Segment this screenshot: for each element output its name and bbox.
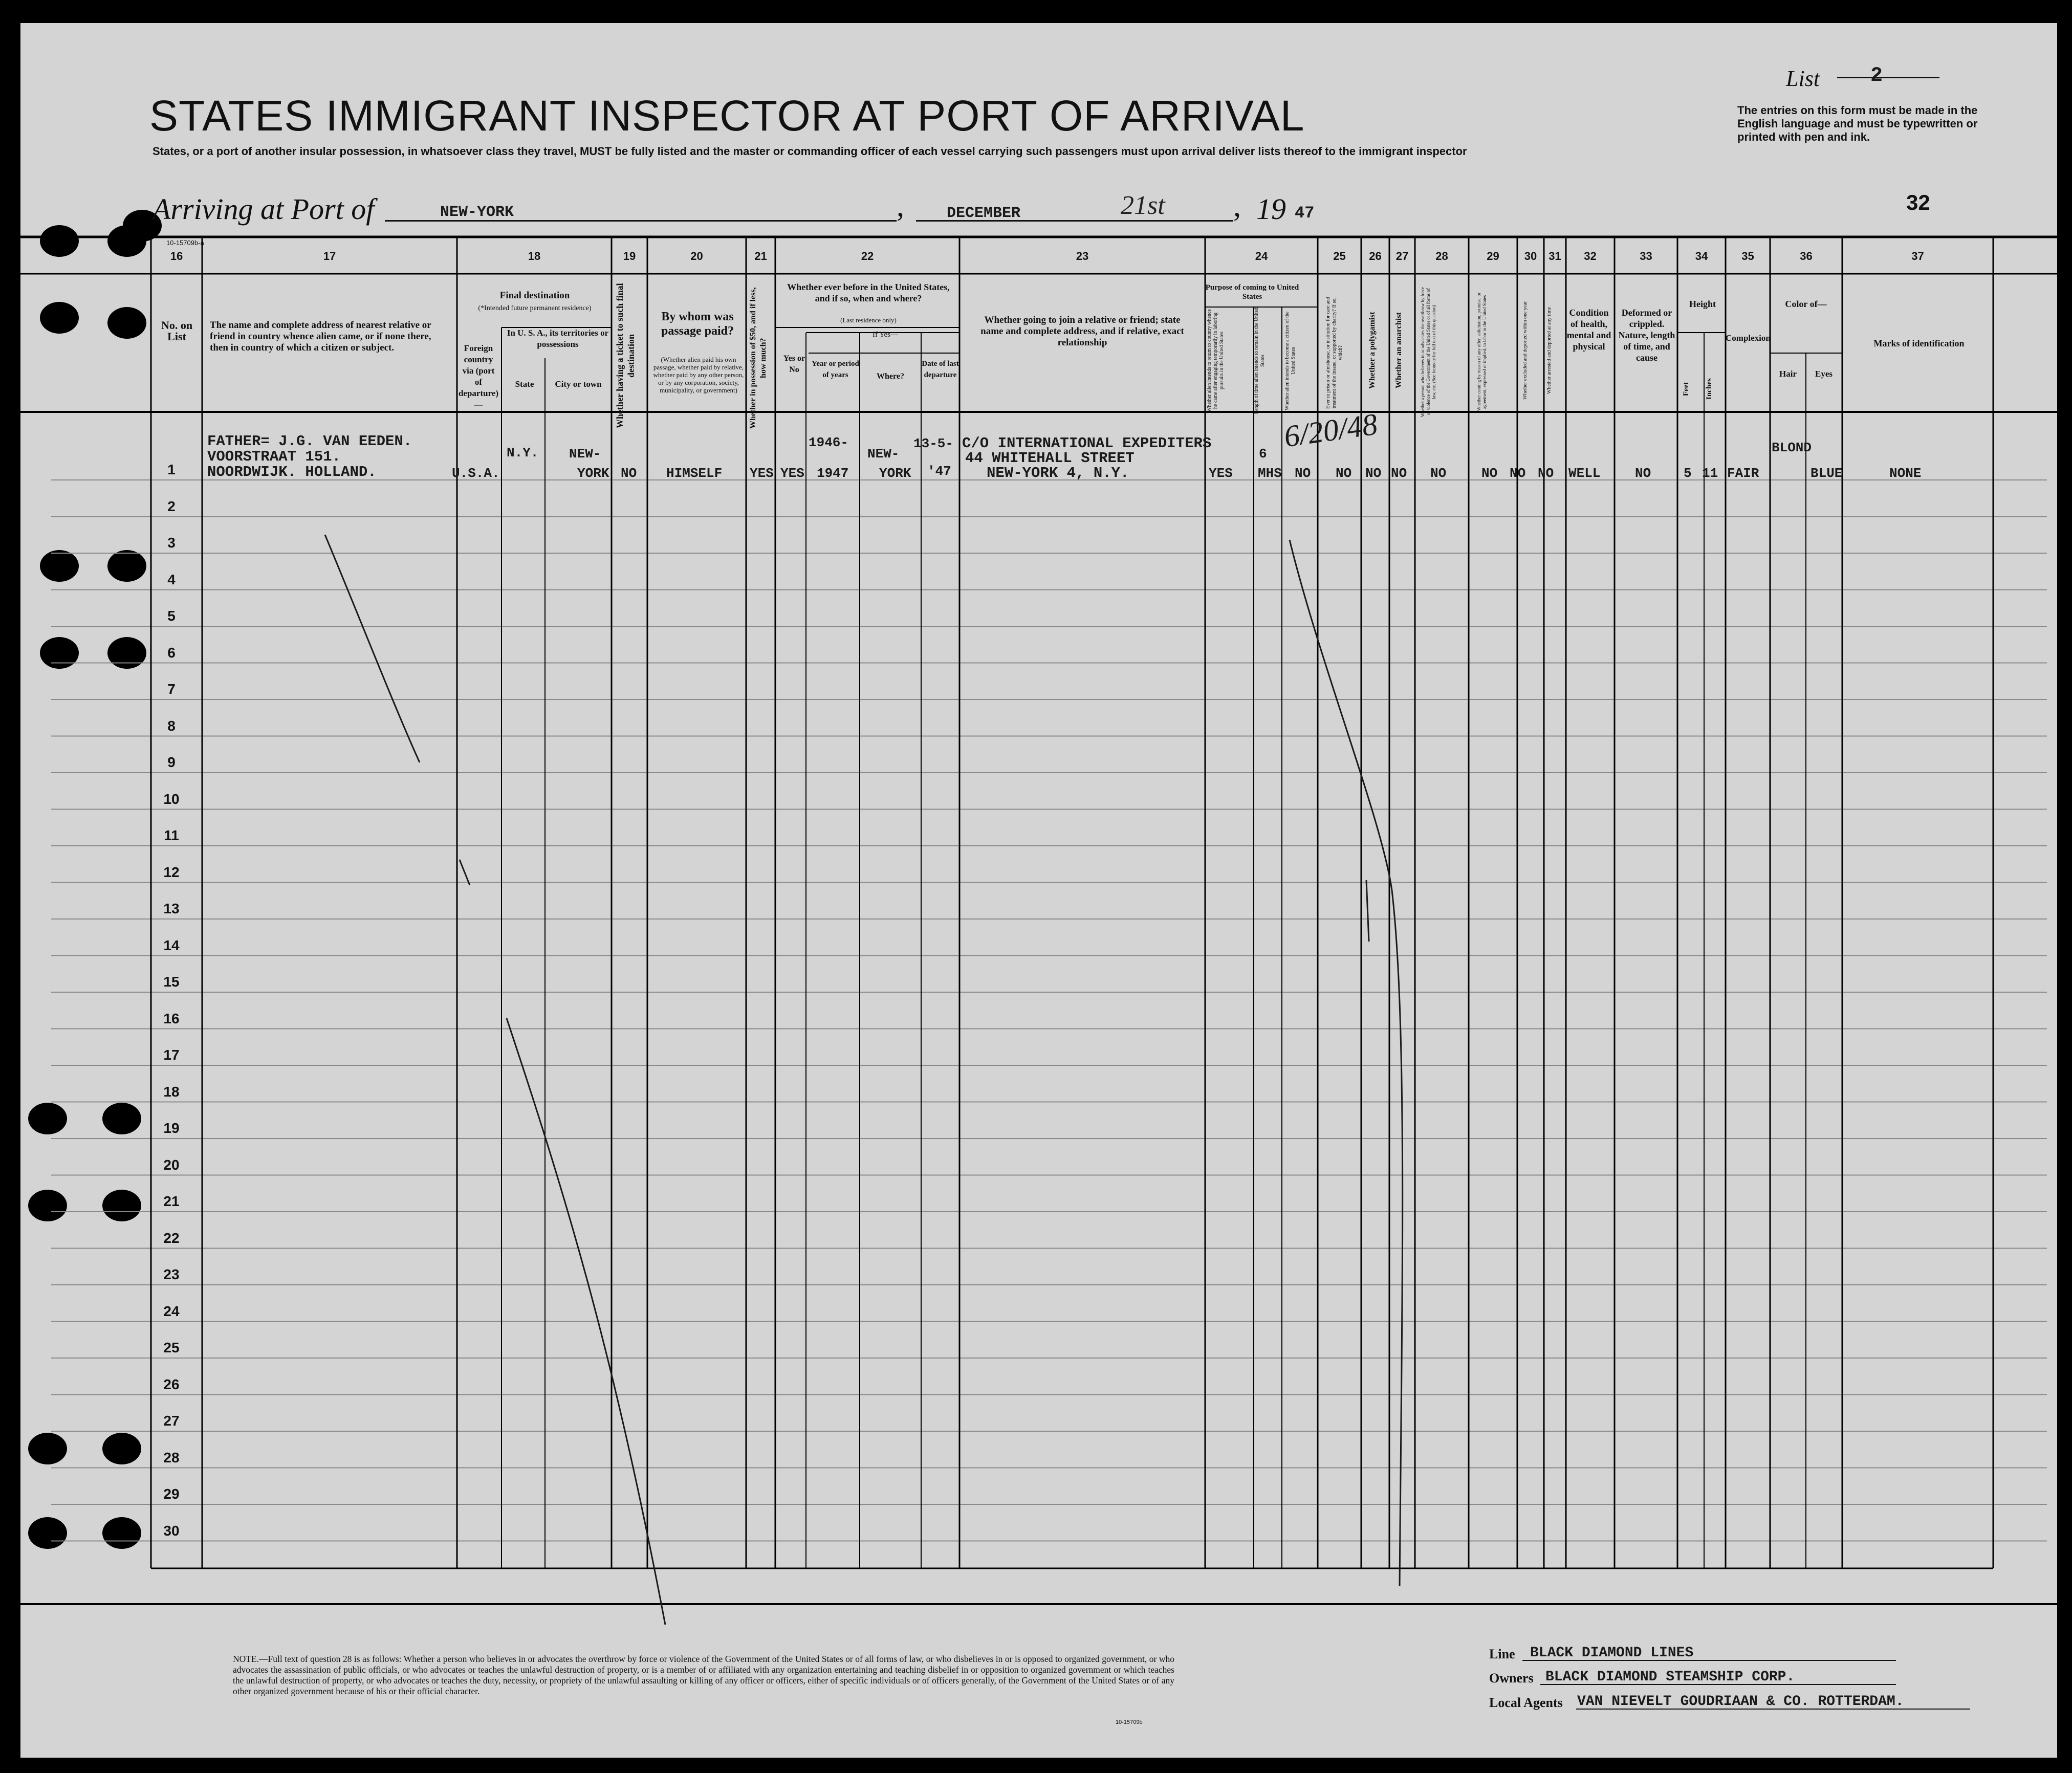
entry-years-line1: 1946- [809,435,849,450]
month-value: DECEMBER [947,205,1021,222]
header-yes-no: Yes or No [783,354,805,374]
form-title: STATES IMMIGRANT INSPECTOR AT PORT OF ARRIVAL [149,92,1305,140]
entry-departure-line1: 13-5- [913,436,954,451]
entry-relative [207,434,412,480]
row-number: 28 [163,1449,180,1465]
entry-purpose-citizen: NO [1295,466,1311,481]
row-number: 16 [163,1010,180,1026]
entry-departure-line2: '47 [927,464,951,479]
header-before-in-us-sub: (Last residence only) [840,316,897,324]
column-number: 34 [1695,250,1708,262]
column-number: 16 [170,250,183,262]
handwritten-date: 6/20/48 [1282,407,1380,454]
entry-years-line2: 1947 [817,466,849,481]
arriving-label: Arriving at Port of [152,192,375,226]
header-ticket: Whether having a ticket to such final destination [615,280,636,428]
row-number: 17 [163,1047,180,1063]
header-foreign-country: Foreign country via (port of departure)— [458,343,499,409]
header-height: Height [1689,299,1716,309]
entry-has-50: YES [750,466,774,481]
pen-stroke [1366,880,1369,942]
header-usa: In U. S. A., its territories or possessions [507,328,609,349]
entry-excluded: NO [1510,466,1526,481]
row-number: 19 [163,1120,180,1136]
column-number: 27 [1395,250,1409,262]
header-state: State [515,379,534,389]
header-has-50: Whether in possession of $50, and if less, how much? [749,285,768,429]
row-number: 21 [163,1193,180,1209]
footnote: NOTE.—Full text of question 28 is as follows: Whether a person who believes in or advocates the overthrow by force or violence of the Government of the United States or of all forms of law, or who disbelieves in or is opposed to organized government, or who advocates the assassination of public officials, or who advocates or teaches the unlawful destruction of property, or is a member of or affiliated with any organization entertaining and teaching disbelief in or opposition to organized government or which teaches the unlawful destruction of property, or who advocates or teaches the duty, necessity, or propriety of the unlawful assaulting or killing of any officer or officers, either of specific individuals or of officers generally, of the Government of the United States or of any other organized government because of his or their official character. [233,1654,1174,1696]
agents-value: VAN NIEVELT GOUDRIAAN & CO. ROTTERDAM. [1577,1694,1904,1710]
header-purpose-return: Whether alien intends to return to country whence he came after engaging temporarily in laboring pursuits in the United States [1207,308,1225,412]
column-number: 19 [623,250,636,262]
column-number: 32 [1584,250,1597,262]
entry-city-line2: YORK [577,466,609,481]
header-purpose-length: Length of time alien intends to remain in the United States [1254,306,1266,414]
row-number: 5 [167,608,176,624]
header-passage-paid-sub: (Whether alien paid his own passage, whether paid by relative, whether paid by any other person, or by any corporation, society, municipality, or government) [653,356,744,394]
row-number: 26 [163,1376,180,1392]
pen-stroke [1290,540,1403,1586]
header-polygamist: Whether a polygamist [1368,312,1377,389]
pen-stroke [325,535,420,762]
entry-purpose-return: YES [1209,466,1233,481]
row-number: 20 [163,1156,180,1173]
column-number: 24 [1255,250,1268,262]
entry-where-line2: YORK [879,466,911,481]
row-number: 7 [167,681,176,697]
row-number: 9 [167,754,176,770]
header-no-on-list: No. on List [161,319,193,343]
header-inches: Inches [1705,378,1713,400]
entry-city-line1: NEW- [569,446,601,462]
agents-label: Local Agents [1489,1695,1563,1710]
column-number: 21 [754,250,767,262]
row-number: 22 [163,1230,180,1246]
column-number: 20 [690,250,703,262]
entry-relative-line: FATHER= J.G. VAN EEDEN. [207,433,412,450]
row-number: 4 [167,571,176,587]
row-number: 24 [163,1303,180,1319]
entry-join-line: NEW-YORK 4, N.Y. [987,465,1129,481]
line-value: BLACK DIAMOND LINES [1530,1645,1694,1661]
header-deformed: Deformed or crippled. Nature, length of time, and cause [1618,308,1675,363]
entry-marks: NONE [1889,466,1922,481]
row-number: 12 [163,864,180,880]
header-anarchist: Whether an anarchist [1394,312,1403,389]
row-number: 14 [163,937,180,953]
header-final-destination-sub: (*Intended future permanent residence) [478,304,592,312]
entry-labor-offer: NO [1481,466,1498,481]
entry-hair: BLOND [1772,440,1812,455]
port-value: NEW-YORK [440,204,514,221]
entry-ticket: NO [621,466,637,481]
entry-deformed: NO [1635,466,1651,481]
row-number: 30 [163,1522,180,1539]
row-number: 29 [163,1486,180,1502]
line-label: Line [1489,1647,1515,1661]
year-prefix: 19 [1256,192,1286,226]
column-number: 37 [1911,250,1924,262]
header-year-period: Year or period of years [812,360,859,379]
column-number: 28 [1435,250,1448,262]
row-number: 23 [163,1266,180,1282]
entry-health: WELL [1568,466,1601,481]
column-number: 30 [1524,250,1537,262]
year-suffix: 47 [1295,204,1315,223]
header-eyes: Eyes [1815,369,1833,379]
column-number: 17 [323,250,336,262]
row-number: 8 [167,717,176,734]
list-label: List [1786,66,1820,91]
form-code: 10-15709b-a [166,239,204,247]
column-number: 22 [861,250,874,262]
list-number: 2 [1870,64,1883,87]
header-color-of: Color of— [1785,299,1827,309]
header-deported: Whether arrested and deported at any time [1546,307,1552,394]
entry-join [962,436,1211,480]
column-number: 35 [1741,250,1754,262]
entry-purpose-length-line1: 6 [1259,446,1267,462]
row-number: 25 [163,1340,180,1355]
header-if-yes: If Yes— [872,331,898,339]
owners-value: BLACK DIAMOND STEAMSHIP CORP. [1545,1669,1795,1685]
entry-state: N.Y. [507,445,539,461]
row-number: 18 [163,1083,180,1100]
header-purpose: Purpose of coming to United States [1205,283,1299,301]
entry-passage-paid: HIMSELF [666,466,723,481]
header-health: Condition of health, mental and physical [1566,308,1611,352]
header-city: City or town [555,379,602,389]
entry-deported: NO [1538,466,1554,481]
entry-foreign-country: U.S.A. [452,466,500,481]
row-number: 13 [163,901,180,916]
entry-before-in-us: YES [780,466,804,481]
row-number: 15 [163,974,180,990]
entry-feet: 5 [1684,466,1692,481]
day-value: 21st [1121,191,1165,220]
header-passage-paid: By whom was passage paid? [661,310,734,338]
column-number: 36 [1800,250,1813,262]
entry-relative-line: VOORSTRAAT 151. [207,448,341,465]
comma-1: , [897,189,904,223]
entry-anarchist: NO [1391,466,1407,481]
header-purpose-citizen: Whether alien intends to become a citizen of the United States [1284,310,1296,410]
entry-relative-line: NOORDWIJK. HOLLAND. [207,464,377,480]
column-number: 29 [1487,250,1499,262]
entry-where-line1: NEW- [867,446,900,462]
column-number: 23 [1076,250,1089,262]
header-final-destination: Final destination [499,290,570,301]
row-number: 2 [167,498,176,514]
header-where: Where? [877,372,904,381]
header-date-departure: Date of last departure [922,360,959,379]
header-before-in-us: Whether ever before in the United States, and if so, when and where? [787,282,950,303]
entry-eyes: BLUE [1811,466,1843,481]
row-number: 6 [167,644,176,661]
header-overthrow: Whether a person who believes in or advocates the overthrow by force or violence of the Government of the United States or of all forms of law, etc. (See footnote for full text of this question) [1420,286,1436,417]
row-number: 27 [163,1413,180,1429]
entry-complexion: FAIR [1727,466,1759,481]
form-notice: The entries on this form must be made in the English language and must be typewritten or printed with pen and ink. [1737,104,1978,143]
header-excluded: Whether excluded and deported within one year [1522,301,1528,400]
footer-form-code: 10-15709b [1116,1719,1143,1725]
row-number: 10 [163,791,180,807]
comma-2: , [1233,189,1241,223]
header-feet: Feet [1682,382,1690,396]
owners-label: Owners [1489,1671,1534,1686]
column-number: 18 [528,250,541,262]
pen-stroke [460,860,470,885]
row-number: 3 [167,535,176,551]
column-number: 31 [1548,250,1561,262]
row-number: 11 [164,827,179,843]
entry-overthrow: NO [1430,466,1447,481]
header-labor-offer: Whether coming by reason of any offer, solicitation, promise, or agreement, expressed or implied, to labor in the United States [1476,291,1487,411]
entry-inches: 11 [1702,466,1718,481]
column-number: 26 [1369,250,1382,262]
header-prison: Ever in prison or almshouse, or institution for care and treatment of the insane, or supported by charity? If so, which? [1325,296,1343,409]
header-relative: The name and complete address of nearest relative or friend in country whence alien came, or if none there, then in country of which a citizen or subject. [210,320,431,353]
entry-prison: NO [1336,466,1352,481]
header-join-relative: Whether going to join a relative or friend; state name and complete address, and if relative, exact relationship [980,315,1184,348]
column-number: 25 [1333,250,1346,262]
page-number: 32 [1906,190,1930,214]
header-complexion: Complexion [1726,333,1771,343]
header-hair: Hair [1779,369,1797,379]
entry-purpose-length-line2: MHS [1258,466,1282,481]
entry-join-line: 44 WHITEHALL STREET [965,450,1135,467]
form-subtitle: States, or a port of another insular possession, in whatsoever class they travel, MUST be fully listed and the master or commanding officer of each vessel carrying such passengers must upon arrival deliver lists thereof to the immigrant inspector [152,145,1467,158]
header-marks: Marks of identification [1873,338,1965,348]
entry-polygamist: NO [1365,466,1382,481]
column-number: 33 [1640,250,1652,262]
row-number: 1 [167,462,176,477]
entry-join-line: C/O INTERNATIONAL EXPEDITERS [962,435,1212,452]
